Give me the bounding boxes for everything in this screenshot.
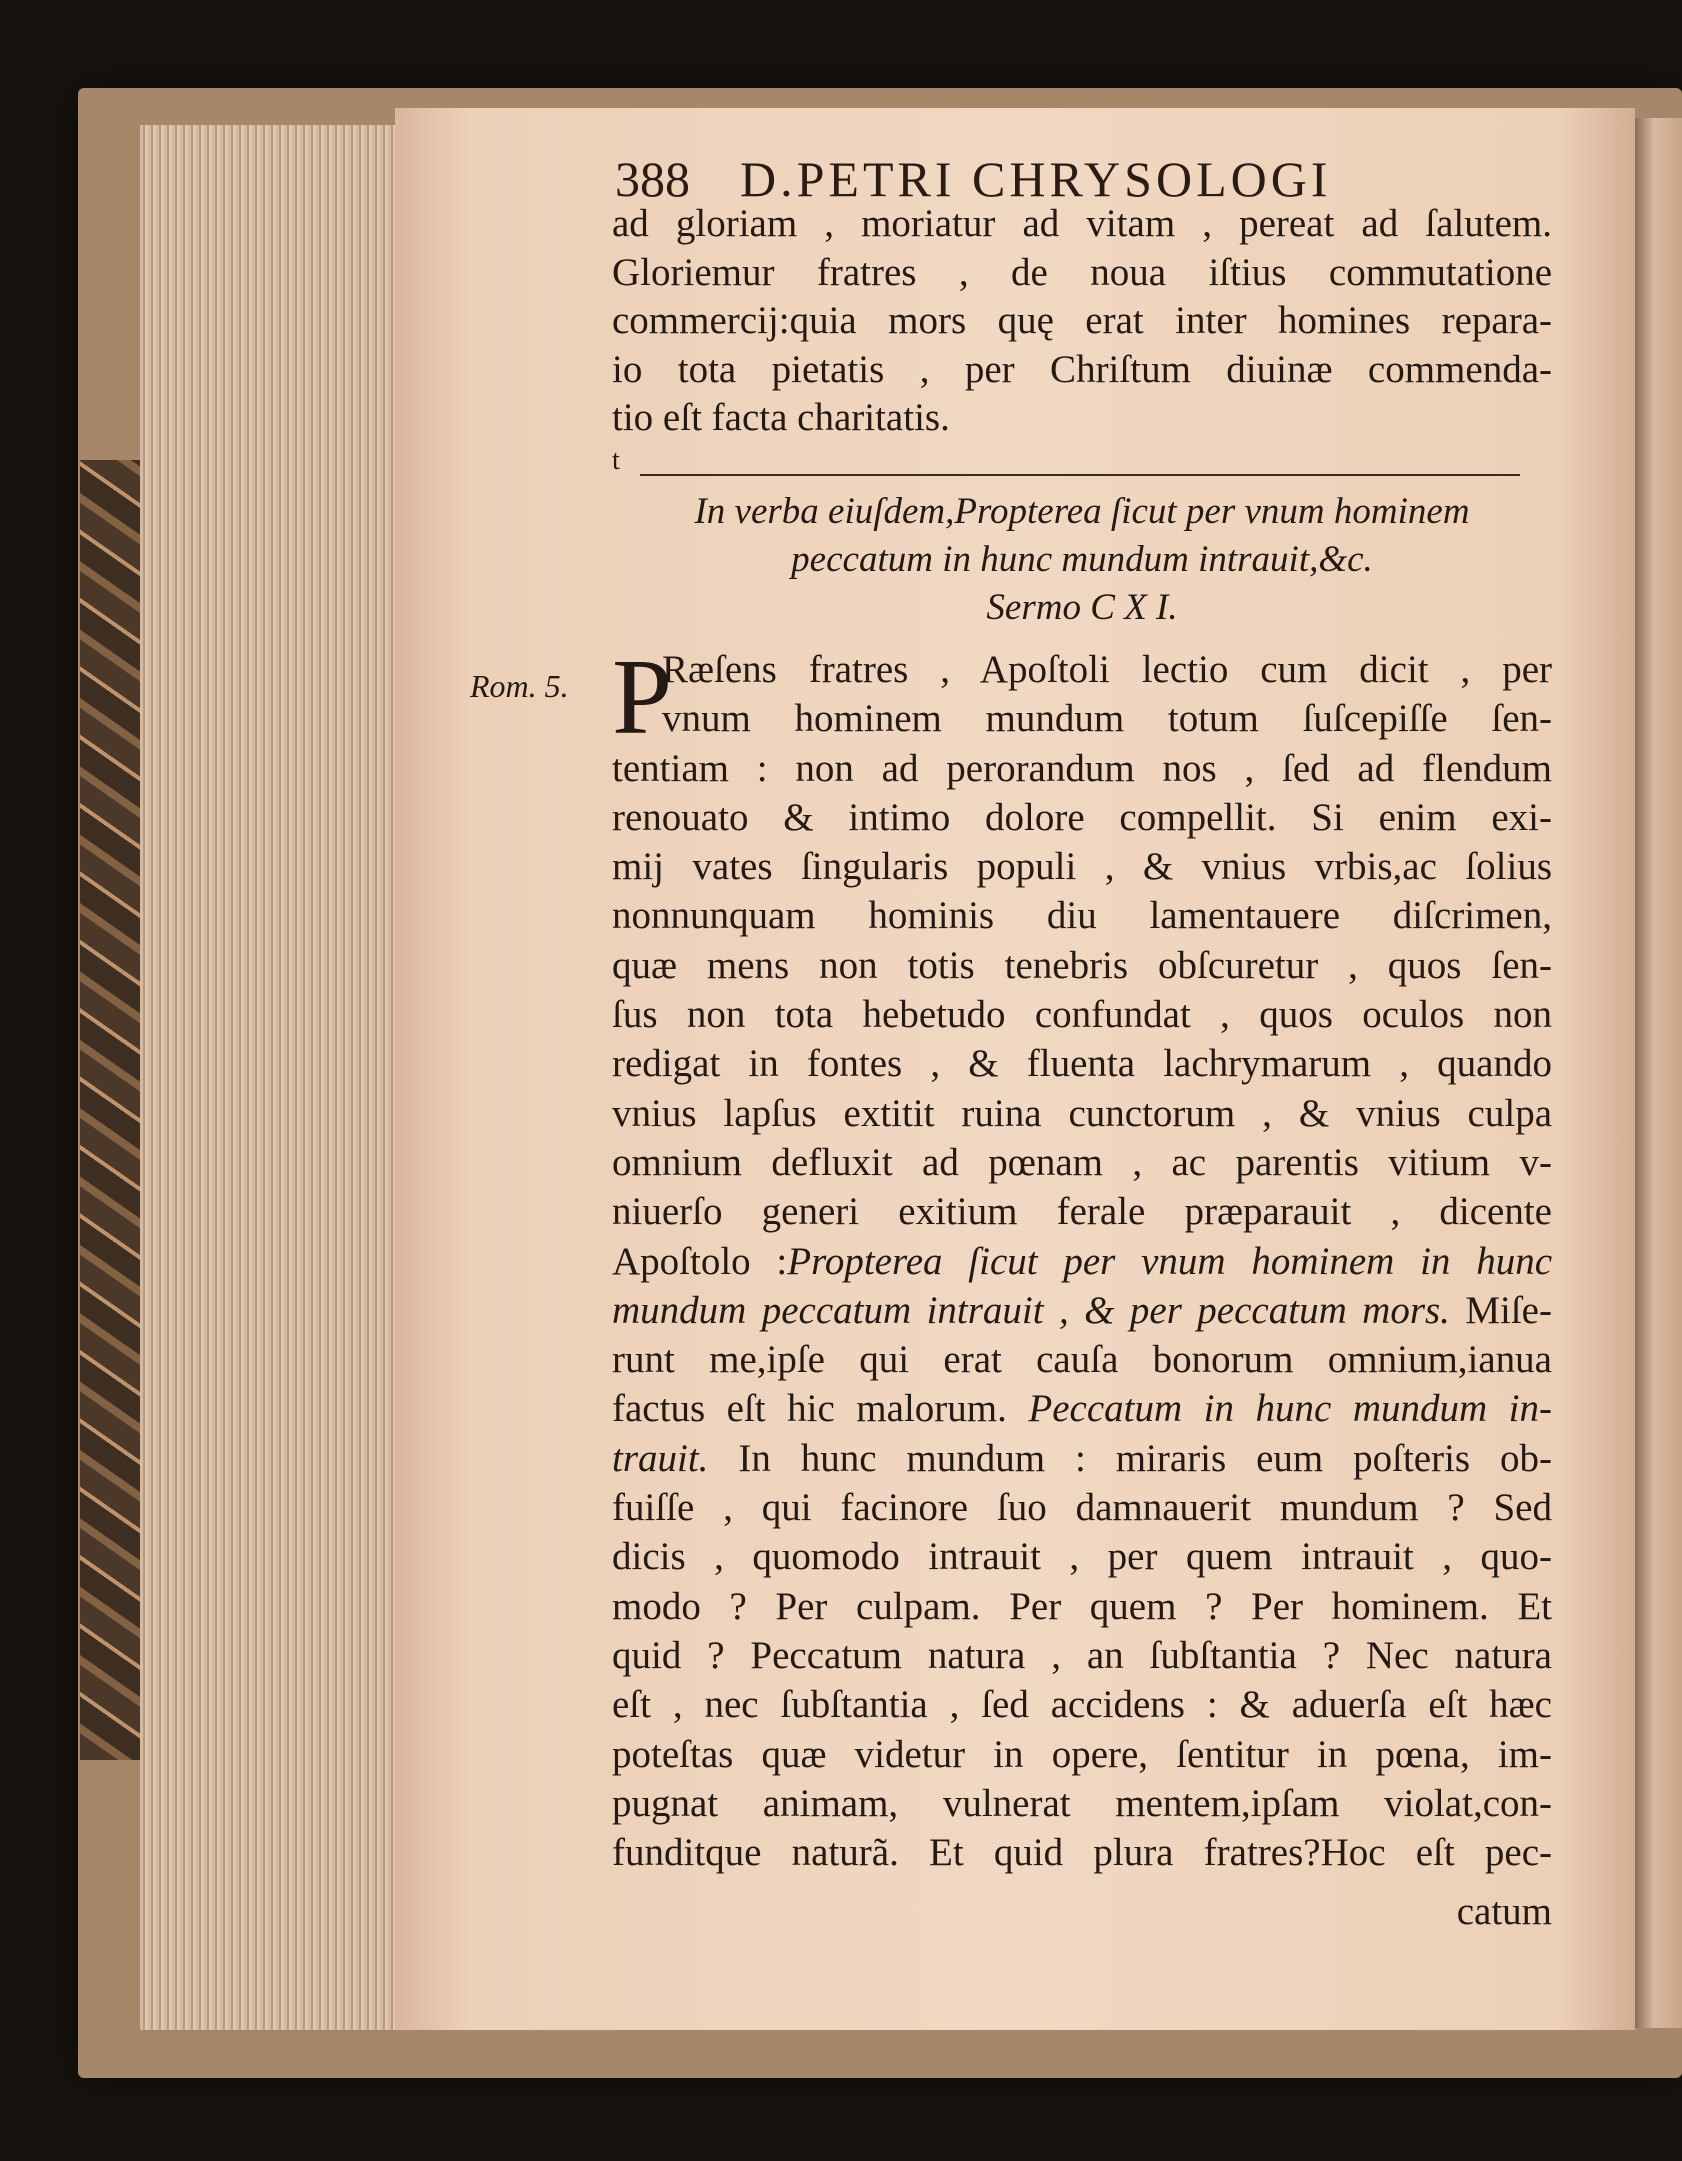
page-edges — [140, 125, 397, 2030]
text-run: In hunc mundum : miraris eum poſteris ob- — [708, 1436, 1552, 1480]
text-line: nonnunquam hominis diu lamentauere diſcrimen, — [612, 894, 1552, 938]
scripture-quote: Propterea ſicut per vnum hominem in hunc — [787, 1239, 1552, 1283]
text-line: runt me,ipſe qui erat cauſa bonorum omnium,ianua — [612, 1338, 1552, 1382]
sermon-body — [612, 638, 1552, 1878]
text-line: dicis , quomodo intrauit , per quem intrauit , quo- — [612, 1535, 1552, 1579]
text-line: mij vates ſingularis populi , & vnius vrbis,ac ſolius — [612, 845, 1552, 889]
margin-note: Rom. 5. — [470, 668, 569, 704]
text-line: ad gloriam , moriatur ad vitam , pereat ad ſalutem. — [612, 202, 1552, 245]
catchword: catum — [1456, 1890, 1552, 1933]
text-line: redigat in fontes , & fluenta lachrymarum , quando — [612, 1042, 1552, 1086]
text-line: poteſtas quæ videtur in opere, ſentitur in pœna, im- — [612, 1732, 1552, 1776]
text-line: quid ? Peccatum natura , an ſubſtantia ? Nec natura — [612, 1633, 1552, 1677]
section-rule — [640, 474, 1520, 476]
text-run: Apoſtolo : — [612, 1239, 788, 1283]
heading-line: In verba eiuſdem,Propterea ſicut per vnum hominem — [694, 491, 1470, 532]
scripture-quote: mundum peccatum intrauit , & per peccatum mors. — [612, 1288, 1450, 1332]
text-line — [612, 1385, 1552, 1434]
text-line: tentiam : non ad perorandum nos , ſed ad flendum — [612, 746, 1552, 790]
heading-line: peccatum in hunc mundum intrauit,&c. — [791, 539, 1373, 580]
text-line: tio eſt facta charitatis. — [612, 396, 950, 440]
text-line: vnius lapſus extitit ruina cunctorum , & vnius culpa — [612, 1091, 1552, 1135]
text-line: modo ? Per culpam. Per quem ? Per hominem. Et — [612, 1584, 1552, 1628]
sermon-number: Sermo C X I. — [986, 587, 1178, 628]
scripture-quote: trauit. — [612, 1436, 709, 1480]
text-line: renouato & intimo dolore compellit. Si enim exi- — [612, 795, 1552, 839]
signature-marker: t — [612, 445, 620, 476]
drop-capital: P — [612, 638, 673, 757]
facing-page-edge — [1635, 118, 1682, 2028]
text-line: fuiſſe , qui facinore ſuo damnauerit mundum ? Sed — [612, 1486, 1552, 1530]
text-run: Miſe- — [1449, 1288, 1552, 1332]
scripture-quote: Peccatum in hunc mundum in- — [1028, 1387, 1552, 1431]
text-line: Gloriemur fratres , de noua iſtius commutatione — [612, 250, 1552, 294]
text-line: commercij:quia mors quę erat inter homines repara- — [612, 299, 1552, 343]
text-line — [612, 1238, 1552, 1287]
text-line: pugnat animam, vulnerat mentem,ipſam violat,con- — [612, 1781, 1552, 1825]
text-line: funditque naturã. Et quid plura fratres?Hoc eſt pec- — [612, 1831, 1552, 1875]
text-line: eſt , nec ſubſtantia , ſed accidens : & aduerſa eſt hæc — [612, 1683, 1552, 1727]
text-line — [612, 1435, 1552, 1484]
text-line — [612, 1287, 1552, 1336]
text-line: omnium defluxit ad pœnam , ac parentis vitium v- — [612, 1140, 1552, 1184]
text-line: vnum hominem mundum totum ſuſcepiſſe ſen- — [662, 697, 1552, 741]
sermon-heading — [612, 488, 1552, 632]
text-line: niuerſo generi exitium ferale præparauit , dicente — [612, 1190, 1552, 1234]
text-line: quæ mens non totis tenebris obſcuretur , quos ſen- — [612, 943, 1552, 987]
text-line: io tota pietatis , per Chriſtum diuinæ commenda- — [612, 347, 1552, 391]
running-title: D.PETRI CHRYSOLOGI — [740, 151, 1332, 207]
top-paragraph — [612, 200, 1552, 443]
text-line: Ræſens fratres , Apoſtoli lectio cum dicit , per — [662, 648, 1552, 691]
page-number: 388 — [615, 151, 690, 207]
text-run: factus eſt hic malorum. — [612, 1387, 1029, 1431]
text-line: ſus non tota hebetudo confundat , quos oculos non — [612, 993, 1552, 1037]
